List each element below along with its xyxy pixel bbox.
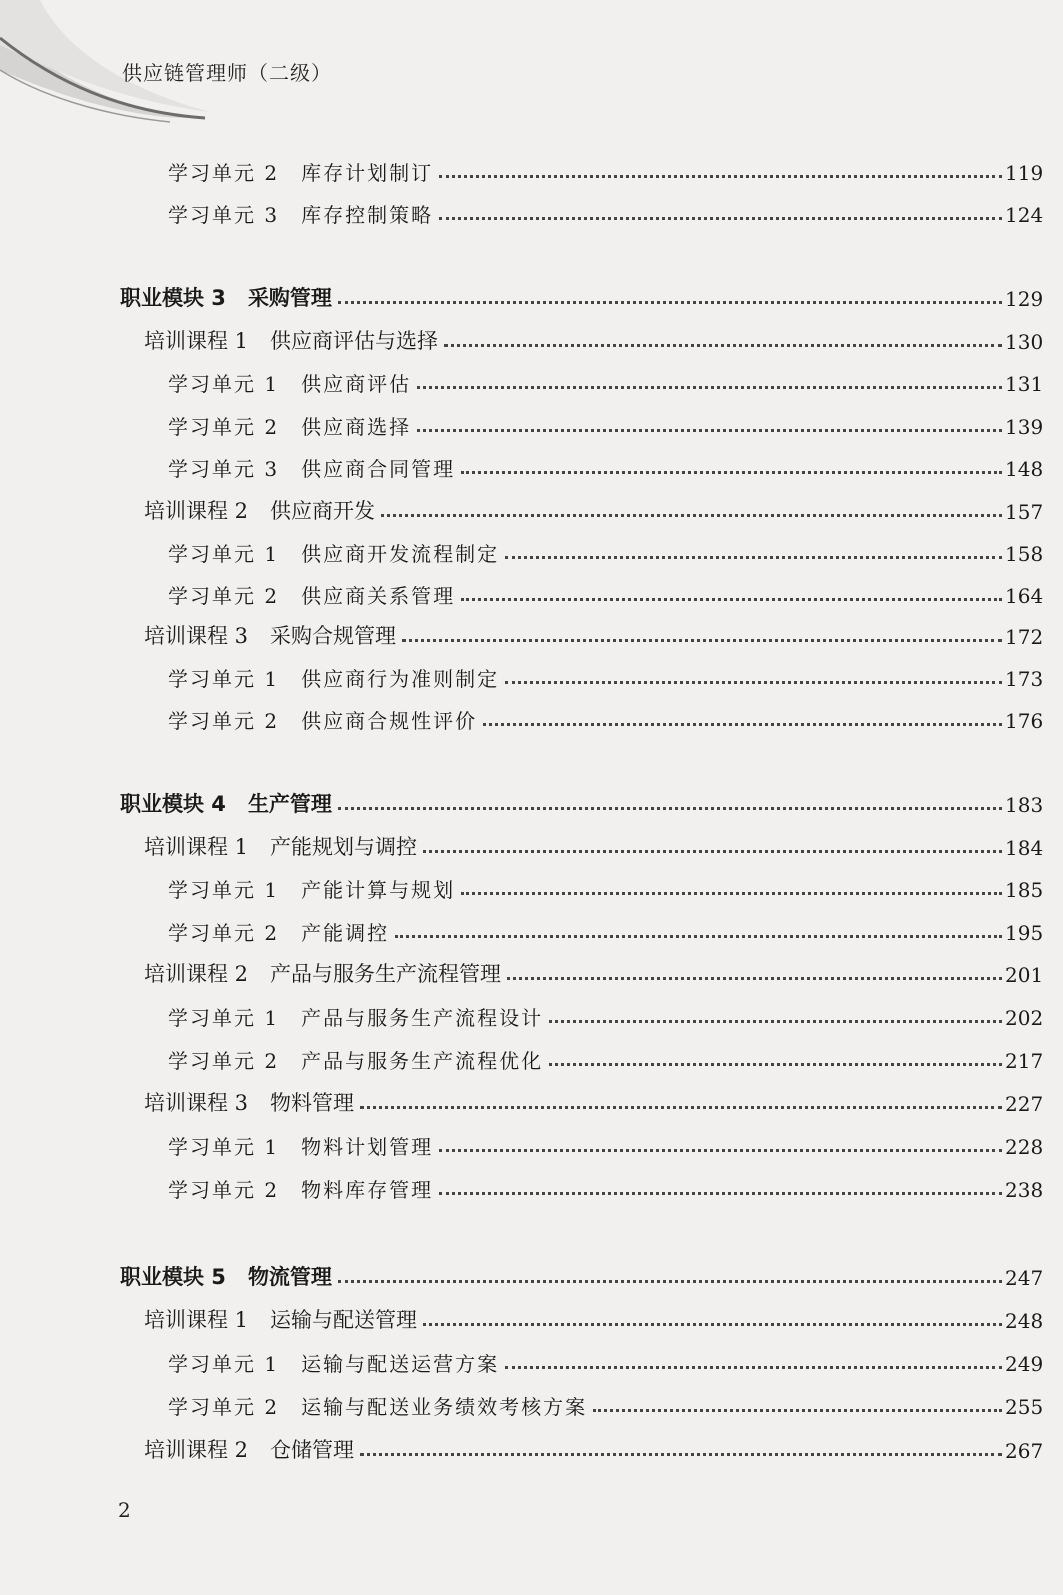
toc-dot-leader (461, 598, 1002, 601)
toc-dot-leader (593, 1409, 1002, 1412)
toc-entry-title: 供应商合同管理 (301, 457, 456, 481)
toc-entry-prefix: 学习单元 1 (168, 542, 280, 566)
toc-entry-unit[interactable] (0, 192, 1063, 228)
toc-dot-leader (439, 1192, 1002, 1195)
toc-entry-page: 217 (1005, 1049, 1044, 1073)
toc-entry-prefix: 学习单元 1 (168, 1352, 280, 1376)
toc-dot-leader (423, 850, 1002, 853)
toc-entry-unit[interactable] (0, 573, 1063, 609)
toc-dot-leader (417, 386, 1002, 389)
toc-entry-module[interactable] (0, 1255, 1063, 1291)
toc-entry-prefix: 培训课程 2 (144, 1438, 249, 1462)
toc-entry-page: 130 (1005, 330, 1044, 354)
toc-dot-leader (507, 977, 1002, 980)
toc-entry-page: 157 (1005, 500, 1044, 524)
toc-entry-prefix: 培训课程 2 (144, 962, 249, 986)
toc-entry-prefix: 培训课程 2 (144, 499, 249, 523)
toc-entry-page: 164 (1005, 584, 1044, 608)
toc-entry-unit[interactable] (0, 150, 1063, 186)
toc-entry-label (0, 705, 477, 734)
toc-dot-leader (423, 1323, 1002, 1326)
toc-entry-course[interactable] (0, 1081, 1063, 1117)
toc-entry-prefix: 学习单元 2 (168, 709, 280, 733)
toc-entry-prefix: 职业模块 4 (120, 792, 226, 816)
toc-dot-leader (402, 639, 1002, 642)
toc-dot-leader (439, 1149, 1002, 1152)
toc-entry-title: 供应商关系管理 (301, 584, 456, 608)
toc-entry-label (0, 199, 433, 228)
toc-entry-page: 249 (1005, 1352, 1044, 1376)
toc-entry-label (0, 917, 389, 946)
toc-entry-title: 产品与服务生产流程管理 (270, 962, 502, 986)
toc-entry-unit[interactable] (0, 1167, 1063, 1203)
toc-entry-title: 物料计划管理 (301, 1135, 434, 1159)
toc-entry-page: 227 (1005, 1092, 1044, 1116)
toc-dot-leader (505, 1366, 1002, 1369)
toc-entry-title: 供应商评估 (301, 372, 412, 396)
toc-entry-label (0, 620, 396, 650)
toc-entry-label (0, 1002, 543, 1031)
toc-entry-title: 仓储管理 (270, 1438, 355, 1462)
toc-dot-leader (381, 514, 1002, 517)
toc-entry-page: 183 (1005, 793, 1044, 817)
toc-entry-page: 124 (1005, 203, 1044, 227)
toc-entry-prefix: 学习单元 2 (168, 584, 280, 608)
toc-entry-unit[interactable] (0, 1038, 1063, 1074)
toc-dot-leader (549, 1063, 1002, 1066)
toc-entry-label (0, 580, 455, 609)
toc-entry-title: 运输与配送业务绩效考核方案 (301, 1395, 588, 1419)
toc-entry-label (0, 1045, 543, 1074)
toc-dot-leader (461, 892, 1002, 895)
toc-entry-page: 172 (1005, 625, 1044, 649)
toc-entry-title: 物料管理 (270, 1091, 355, 1115)
toc-entry-label (0, 495, 375, 525)
toc-entry-page: 131 (1005, 372, 1044, 396)
toc-entry-label (0, 1391, 587, 1420)
toc-dot-leader (360, 1453, 1002, 1456)
toc-entry-page: 195 (1005, 921, 1044, 945)
toc-entry-unit[interactable] (0, 1124, 1063, 1160)
toc-entry-label (0, 663, 499, 692)
toc-entry-prefix: 学习单元 1 (168, 878, 280, 902)
toc-entry-prefix: 学习单元 3 (168, 203, 280, 227)
toc-dot-leader (461, 471, 1002, 474)
toc-dot-leader (549, 1020, 1002, 1023)
toc-entry-title: 产能调控 (301, 921, 390, 945)
toc-entry-page: 158 (1005, 542, 1044, 566)
toc-entry-title: 产能计算与规划 (301, 878, 456, 902)
toc-dot-leader (483, 723, 1002, 726)
toc-entry-prefix: 学习单元 1 (168, 667, 280, 691)
toc-entry-module[interactable] (0, 276, 1063, 312)
toc-entry-page: 255 (1005, 1395, 1044, 1419)
toc-entry-title: 供应商开发 (270, 499, 376, 523)
toc-entry-prefix: 培训课程 1 (144, 329, 249, 353)
toc-entry-course[interactable] (0, 319, 1063, 355)
toc-entry-page: 228 (1005, 1135, 1044, 1159)
toc-entry-unit[interactable] (0, 910, 1063, 946)
toc-entry-page: 129 (1005, 287, 1044, 311)
toc-entry-title: 库存计划制订 (301, 161, 434, 185)
toc-entry-prefix: 培训课程 3 (144, 1091, 249, 1115)
toc-entry-label (0, 874, 455, 903)
toc-entry-label (0, 538, 499, 567)
toc-entry-label (0, 325, 438, 355)
toc-entry-label (0, 1304, 417, 1334)
toc-entry-prefix: 学习单元 1 (168, 1006, 280, 1030)
toc-entry-page: 176 (1005, 709, 1044, 733)
toc-entry-page: 248 (1005, 1309, 1044, 1333)
toc-entry-label (0, 1261, 332, 1291)
toc-entry-title: 物料库存管理 (301, 1178, 434, 1202)
toc-entry-title: 供应商行为准则制定 (301, 667, 500, 691)
toc-dot-leader (395, 935, 1002, 938)
toc-entry-page: 238 (1005, 1178, 1044, 1202)
toc-entry-course[interactable] (0, 1428, 1063, 1464)
toc-entry-title: 供应商评估与选择 (270, 329, 439, 353)
toc-entry-label (0, 958, 501, 988)
toc-entry-unit[interactable] (0, 1384, 1063, 1420)
toc-entry-title: 供应商开发流程制定 (301, 542, 500, 566)
toc-entry-label (0, 1131, 433, 1160)
toc-entry-prefix: 培训课程 1 (144, 1308, 249, 1332)
toc-entry-course[interactable] (0, 614, 1063, 650)
toc-entry-label (0, 831, 417, 861)
toc-entry-module[interactable] (0, 782, 1063, 818)
toc-entry-label (0, 1348, 499, 1377)
toc-entry-prefix: 学习单元 2 (168, 161, 280, 185)
toc-entry-prefix: 职业模块 3 (120, 286, 226, 310)
toc-entry-title: 产品与服务生产流程优化 (301, 1049, 544, 1073)
toc-entry-label (0, 411, 411, 440)
toc-entry-label (0, 1434, 354, 1464)
toc-entry-label (0, 1087, 354, 1117)
toc-entry-unit[interactable] (0, 698, 1063, 734)
toc-entry-title: 采购管理 (247, 286, 332, 310)
toc-dot-leader (444, 344, 1002, 347)
toc-entry-label (0, 453, 455, 482)
toc-entry-page: 173 (1005, 667, 1044, 691)
toc-entry-page: 247 (1005, 1266, 1044, 1290)
toc-entry-course[interactable] (0, 489, 1063, 525)
toc-entry-page: 139 (1005, 415, 1044, 439)
toc-entry-title: 产能规划与调控 (270, 835, 418, 859)
toc-entry-course[interactable] (0, 825, 1063, 861)
toc-entry-page: 184 (1005, 836, 1044, 860)
toc-entry-unit[interactable] (0, 361, 1063, 397)
toc-entry-page: 148 (1005, 457, 1044, 481)
toc-entry-unit[interactable] (0, 446, 1063, 482)
toc-dot-leader (439, 217, 1002, 220)
toc-entry-prefix: 培训课程 3 (144, 624, 249, 648)
toc-entry-label (0, 1174, 433, 1203)
toc-entry-label (0, 157, 433, 186)
toc-entry-title: 采购合规管理 (270, 624, 397, 648)
toc-entry-label (0, 788, 332, 818)
toc-entry-prefix: 学习单元 2 (168, 415, 280, 439)
toc-entry-page: 267 (1005, 1439, 1044, 1463)
toc-dot-leader (505, 556, 1002, 559)
toc-entry-page: 185 (1005, 878, 1044, 902)
toc-dot-leader (505, 681, 1002, 684)
toc-entry-prefix: 学习单元 2 (168, 1049, 280, 1073)
toc-entry-prefix: 学习单元 2 (168, 1178, 280, 1202)
toc-entry-prefix: 职业模块 5 (120, 1265, 226, 1289)
toc-entry-prefix: 学习单元 1 (168, 1135, 280, 1159)
toc-entry-course[interactable] (0, 952, 1063, 988)
toc-entry-title: 产品与服务生产流程设计 (301, 1006, 544, 1030)
toc-entry-title: 生产管理 (247, 792, 332, 816)
toc-entry-prefix: 培训课程 1 (144, 835, 249, 859)
toc-dot-leader (338, 807, 1002, 810)
toc-entry-page: 202 (1005, 1006, 1044, 1030)
toc-entry-title: 运输与配送管理 (270, 1308, 418, 1332)
toc-entry-title: 物流管理 (247, 1265, 332, 1289)
toc-entry-unit[interactable] (0, 867, 1063, 903)
toc-entry-title: 运输与配送运营方案 (301, 1352, 500, 1376)
toc-entry-page: 119 (1005, 161, 1044, 185)
toc-entry-label (0, 368, 411, 397)
page-number: 2 (118, 1498, 131, 1522)
toc-entry-title: 库存控制策略 (301, 203, 434, 227)
book-title: 供应链管理师（二级） (122, 61, 332, 85)
toc-entry-unit[interactable] (0, 995, 1063, 1031)
toc-entry-title: 供应商选择 (301, 415, 412, 439)
toc-entry-prefix: 学习单元 2 (168, 1395, 280, 1419)
toc-entry-prefix: 学习单元 2 (168, 921, 280, 945)
toc-dot-leader (338, 1280, 1002, 1283)
toc-entry-course[interactable] (0, 1298, 1063, 1334)
toc-dot-leader (417, 429, 1002, 432)
toc-entry-unit[interactable] (0, 656, 1063, 692)
toc-dot-leader (338, 301, 1002, 304)
toc-entry-prefix: 学习单元 3 (168, 457, 280, 481)
toc-dot-leader (360, 1106, 1002, 1109)
toc-entry-title: 供应商合规性评价 (301, 709, 478, 733)
toc-entry-label (0, 282, 332, 312)
toc-entry-unit[interactable] (0, 1341, 1063, 1377)
toc-entry-prefix: 学习单元 1 (168, 372, 280, 396)
toc-entry-page: 201 (1005, 963, 1044, 987)
toc-entry-unit[interactable] (0, 404, 1063, 440)
toc-dot-leader (439, 175, 1002, 178)
toc-entry-unit[interactable] (0, 531, 1063, 567)
